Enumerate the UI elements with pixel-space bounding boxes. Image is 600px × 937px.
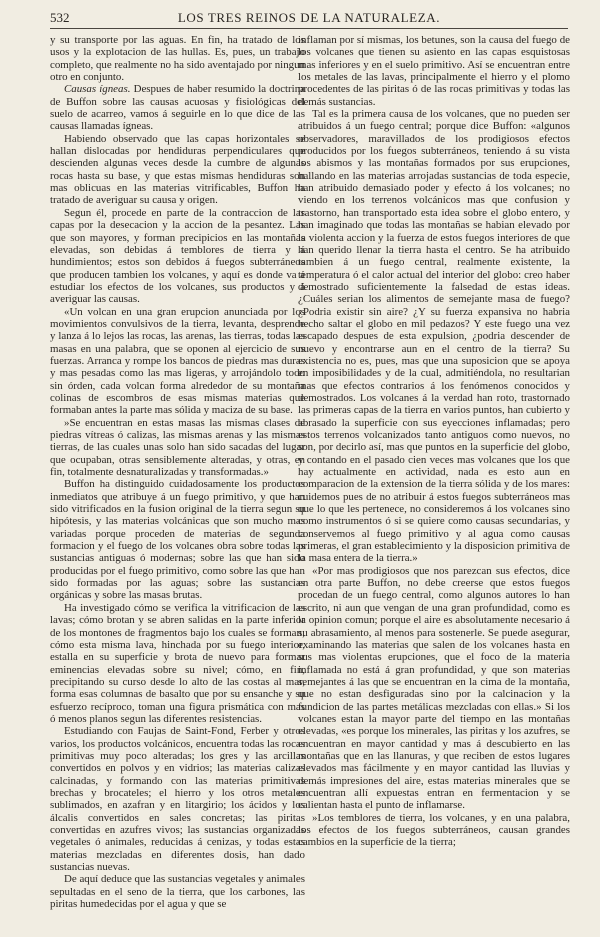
paragraph: Causas ígneas. Despues de haber resumido la doctrina de Buffon sobre las causas acuosas y fisiológicas del suelo de acarreo, vamos á seguirle en lo que dice de las causas llamadas ígneas. bbox=[50, 83, 305, 133]
paragraph: Tal es la primera causa de los volcanes, que no pueden ser atribuidos á un fuego central; porque dice Buffon: «algunos observadores, maravillados de los prodigiosos efectos producidos por los fuegos subterráneos, teniendo á su vista los abismos y las montañas formados por sus erupciones, hallando en las materias arrojadas sustancias de toda especie, han atribuido demasiado poder y efecto á los volcanes; no viendo en los terrenos volcánicos mas que confusion y trastorno, han transportado esta idea sobre el globo entero, y han imaginado que todas las montañas se habian elevado por la violenta accion y la fuerza de estos fuegos interiores de que han querido llenar la tierra hasta el centro. Se ha atribuido tambien á un fuego central, realmente existente, la temperatura ó el calor actual del interior del globo: creo haber demostrado suficientemente la falsedad de estas ideas. ¿Cuáles serian los alimentos de semejante masa de fuego? ¿Podria existir sin aire? ¿Y su fuerza expansiva no habria hecho saltar el globo en mil pedazos? Y este fuego una vez escapado despues de esta expulsion, ¿podria descender de nuevo y encontrarse aun en el centro de la tierra? Su existencia no es, pues, mas que una suposicion que se apoya en imposibilidades y de la cual, admitiéndola, no resultarian mas que efectos contrarios á los fenómenos conocidos y demostrados. Los volcanes á la verdad han roto, trastornado las primeras capas de la tierra en varios puntos, han cubierto y abrasado la superficie con sus eyecciones inflamadas; pero estos terrenos volcanizados tanto antiguos como nuevos, no son, por decirlo así, mas que puntos en la superficie del globo, y contando en el pasado cien veces mas volcanes que los que hay actualmente en actividad, nada es esto aun en comparacion de la extension de la tierra sólida y de los mares: cuidemos pues de no atribuir á estos fuegos subterráneos mas que lo que les pertenece, no consideremos á los volcanes sino como instrumentos ó si se quiere como causas secundarias, y conservemos al fuego primitivo y al agua como causas primeras, el gran establecimiento y la disposicion primitiva de la masa entera de la tierra.» bbox=[298, 108, 570, 565]
paragraph: inflaman por sí mismas, los betunes, son la causa del fuego de los volcanes que tienen su asiento en las capas esquistosas mas inferiores y en el suelo primitivo. Así se encuentran entre los metales de las lavas, principalmente el hierro y el plomo procedentes de las piritas ó de las rocas primitivas y todas las demás sustancias. bbox=[298, 34, 570, 108]
running-header bbox=[50, 10, 568, 26]
page-number: 532 bbox=[50, 10, 70, 25]
section-lead: Causas ígneas. bbox=[64, 83, 131, 96]
paragraph: Buffon ha distinguido cuidadosamente los productos inmediatos que atribuye á un fuego primitivo, y que han sido vitrificados en la fusion original de la tierra segun su hipótesis, y las materias volcánicas que son mucho mas variadas porque proceden de materias de segunda formacion y el fuego de los volcanes obra sobre todas las sustancias antiguas ó modernas; sobre las que han sido producidas por el fuego primitivo, como sobre las que han sido formadas por las aguas; sobre las sustancias orgánicas y sobre las masas brutas. bbox=[50, 478, 305, 602]
paragraph: Habiendo observado que las capas horizontales se hallan dislocadas por hendiduras perpendiculares que descienden algunas veces desde la cumbre de algunas rocas hasta su base, y que estas mismas hendiduras son mas oblicuas en las materias vitrificables, Buffon ha tratado de averiguar su causa y origen. bbox=[50, 132, 305, 207]
running-title: LOS TRES REINOS DE LA NATURALEZA. bbox=[177, 10, 441, 25]
paragraph: Segun él, procede en parte de la contraccion de las capas por la desecacion y la accion de la pesantez. Las que son mayores, y forman precipicios en las montañas elevadas, son debidas á temblores de tierra y á hundimientos; estos son debidos á fuegos subterráneos que producen tambien los volcanes, y aquí es donde va á estudiar los efectos de los volcanes, sus productos y á averiguar las causas. bbox=[50, 206, 305, 306]
paragraph: »Se encuentran en estas masas las mismas clases de piedras vítreas ó calizas, las mismas arenas y las mismas tierras, de las cuales unas solo han sido sacadas del lugar que ocupaban, otras sensiblemente alteradas, y otras, en fin, totalmente desnaturalizadas y transformadas.» bbox=[50, 416, 305, 479]
paragraph: »Los temblores de tierra, los volcanes, y en una palabra, los efectos de los fuegos subterráneos, causan grandes cambios en la superficie de la tierra; bbox=[298, 811, 570, 849]
paragraph: Estudiando con Faujas de Saint-Fond, Ferber y otros varios, los productos volcánicos, encuentra todas las rocas primitivas muy poco alteradas; los gres y las arcillas convertidos en polvos y en vidrios; las materias calizas calcinadas, y formando con las materias primitivas brechas y brocateles; el hierro y los otros metales sublimados, en azafran y en litargirio; los ácidos y los álcalis convertidos en sales concretas; las piritas convertidas en azufres vivos; las sustancias organizadas vegetales ó animales, reducidas á cenizas, y todas estas materias mezcladas en diferentes dosis, han dado sustancias nuevas. bbox=[50, 725, 305, 874]
paragraph: «Por mas prodigiosos que nos parezcan sus efectos, dice en otra parte Buffon, no debe creerse que estos fuegos procedan de un fuego central, como algunos autores lo han escrito, ni aun que vengan de una gran profundidad, como es la opinion comun; porque el aire es absolutamente necesario á su abrasamiento, al menos para sostenerle. Se puede asegurar, examinando las materias que salen de los volcanes hasta en sus mas violentas erupciones, que el foco de la materia inflamada no está á gran profundidad, y que son materias semejantes á las que se encuentran en la cima de la montaña, que no estan desfiguradas sino por la calcinacion y la fundicion de las partes metálicas mezcladas con ellas.» Si los volcanes estan la mayor parte del tiempo en las montañas elevadas, «es porque los minerales, las piritas y los azufres, se encuentran en mayor cantidad y mas á descubierto en las montañas que en las llanuras, y que reciben de estos lugares elevados mas fácilmente y en mayor cantidad las lluvias y demás impresiones del aire, estas materias minerales que se encuentran allí expuestas entran en fermentacion y se calientan hasta el punto de inflamarse. bbox=[298, 564, 570, 812]
header-rule bbox=[50, 28, 568, 29]
left-column bbox=[50, 34, 305, 910]
paragraph: De aquí deduce que las sustancias vegetales y animales sepultadas en el seno de la tierra, que los carbones, las piritas humedecidas por el agua y que se bbox=[50, 873, 305, 911]
paragraph: Ha investigado cómo se verifica la vitrificacion de las lavas; cómo brotan y se abren salidas en la parte inferior de los montones de fragmentos bajo los cuales se forman; cómo esta misma lava, hinchada por su fuego interior, estalla en su superficie y brota de nuevo para formar eminencias elevadas sobre su nivel; cómo, en fin, precipitando su curso desde lo alto de las costas al mar, forma esas columnas de basalto que por su ensanche y su esfuerzo recíproco, toman una figura prismática con mas ó menos planos segun las diferentes resistencias. bbox=[50, 601, 305, 725]
right-column bbox=[298, 34, 570, 849]
paragraph: y su transporte por las aguas. En fin, ha tratado de los usos y la explotacion de las hullas. Es, pues, un trabajo completo, que realmente no ha sido aventajado por ningun otro en conjunto. bbox=[50, 34, 305, 84]
paragraph: «Un volcan en una gran erupcion anunciada por los movimientos convulsivos de la tierra, levanta, desprende y lanza á lo lejos las rocas, las arenas, las tierras, todas las masas en una palabra, que se oponen al ejercicio de sus fuerzas. Arranca y rompe los bancos de piedras mas duras y mas pesadas como las mas ligeras, y arrojándolo todo sin órden, cada volcan forma alrededor de su montaña colinas de escombros de esas mismas materias que formaban antes la parte mas sólida y maciza de su base. bbox=[50, 305, 305, 417]
